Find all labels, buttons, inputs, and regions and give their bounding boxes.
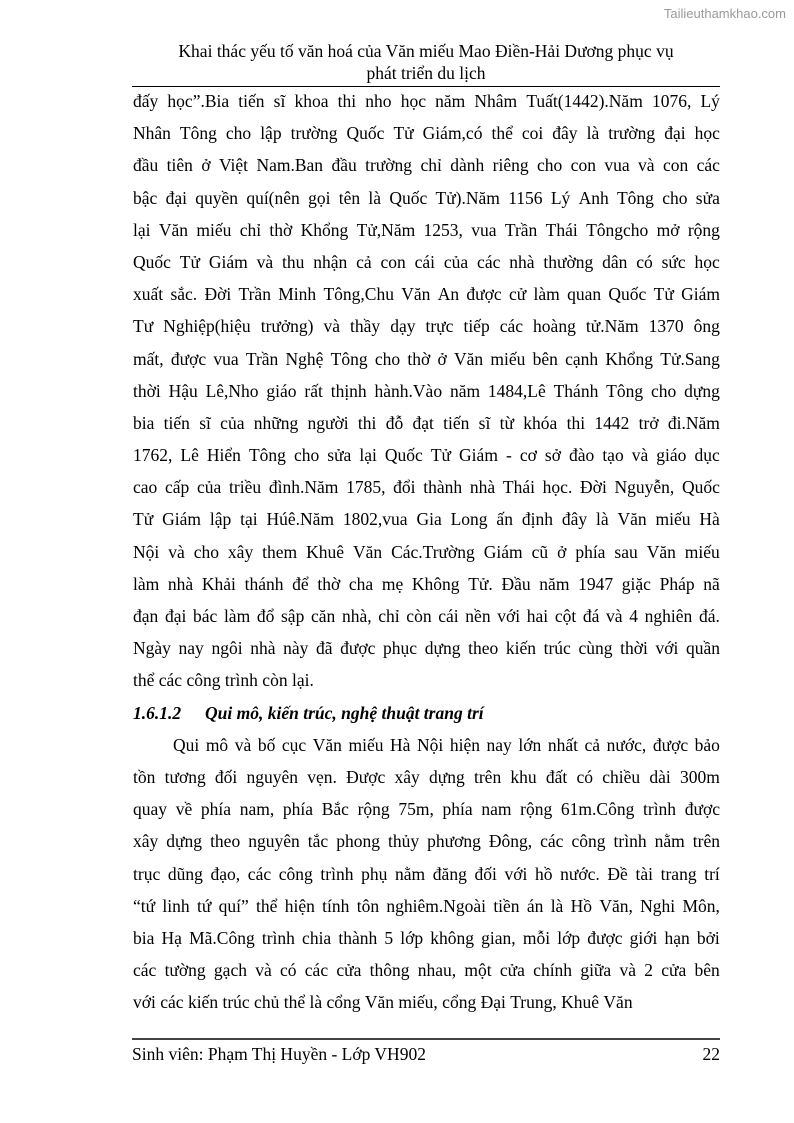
text-line: trục dũng đạo, các công trình phụ nằm đăng đối với hồ nước. Đề tài trang trí bbox=[133, 863, 720, 884]
text-line: Tử Giám lập tại Húê.Năm 1802,vua Gia Long ấn định đây là Văn miếu Hà bbox=[133, 509, 720, 530]
page-footer bbox=[132, 1044, 720, 1065]
text-line: cao cấp của triều đình.Năm 1785, đổi thành nhà Thái học. Đời Nguyễn, Quốc bbox=[133, 477, 720, 498]
header-title-line-1: Khai thác yếu tố văn hoá của Văn miếu Mao Điền-Hải Dương phục vụ bbox=[178, 41, 674, 61]
paragraph-2 bbox=[133, 729, 720, 1019]
text-line: đấy học”.Bia tiến sĩ khoa thi nho học năm Nhâm Tuất(1442).Năm 1076, Lý bbox=[133, 91, 720, 111]
text-line: với các kiến trúc chủ thể là cổng Văn miếu, cổng Đại Trung, Khuê Văn bbox=[133, 992, 633, 1013]
text-line: xuất sắc. Đời Trần Minh Tông,Chu Văn An được cử làm quan Quốc Tử Giám bbox=[133, 284, 720, 305]
text-line: đầu tiên ở Việt Nam.Ban đầu trường chỉ dành riêng cho con vua và con các bbox=[133, 155, 720, 176]
watermark: Tailieuthamkhao.com bbox=[663, 6, 786, 21]
text-line: thể các công trình còn lại. bbox=[133, 670, 314, 691]
text-line: Quốc Tử Giám và thu nhận cả con cái của các nhà thường dân có sức học bbox=[133, 251, 720, 272]
text-line: thời Hậu Lê,Nho giáo rất thịnh hành.Vào năm 1484,Lê Thánh Tông cho dựng bbox=[133, 380, 720, 401]
text-line: bia tiến sĩ của những người thi đỗ đạt tiến sĩ từ khóa thi 1442 trở đi.Năm bbox=[133, 412, 720, 433]
page-body bbox=[133, 85, 720, 1018]
text-line: Tư Nghiệp(hiệu trưởng) và thầy dạy trực tiếp các hoàng tử.Năm 1370 ông bbox=[133, 316, 720, 337]
text-line: lại Văn miếu chỉ thờ Khổng Tử,Năm 1253, vua Trần Thái Tôngcho mở rộng bbox=[133, 219, 720, 240]
text-line: “tứ linh tứ quí” thể hiện tính tôn nghiêm.Ngoài tiền án là Hồ Văn, Nghi Môn, bbox=[133, 895, 720, 916]
section-number: 1.6.1.2 bbox=[133, 702, 182, 723]
text-line: bia Hạ Mã.Công trình chia thành 5 lớp không gian, mỗi lớp được giới hạn bởi bbox=[133, 927, 720, 948]
text-line: Ngày nay ngôi nhà này đã được phục dựng theo kiến trúc cùng thời với quần bbox=[133, 638, 720, 659]
text-line: các tường gạch và có các cửa thông nhau, một cửa chính giữa và 2 cửa bên bbox=[133, 960, 720, 981]
section-heading bbox=[133, 697, 720, 729]
footer-rule bbox=[132, 1038, 720, 1040]
page-number: 22 bbox=[702, 1044, 720, 1064]
running-header bbox=[132, 40, 720, 84]
text-line: 1762, Lê Hiển Tông cho sửa lại Quốc Tử Giám - cơ sở đào tạo và giáo dục bbox=[133, 445, 720, 466]
text-line: làm nhà Khải thánh để thờ cha mẹ Không Tử. Đầu năm 1947 giặc Pháp nã bbox=[133, 573, 720, 594]
text-line: mất, được vua Trần Nghệ Tông cho thờ ở Văn miếu bên cạnh Khổng Tử.Sang bbox=[133, 348, 720, 369]
section-title: Qui mô, kiến trúc, nghệ thuật trang trí bbox=[205, 702, 484, 723]
text-line: Nhân Tông cho lập trường Quốc Tử Giám,có thể coi đây là trường đại học bbox=[133, 123, 720, 144]
text-line: bậc đại quyền quí(nên gọi tên là Quốc Tử).Năm 1156 Lý Anh Tông cho sửa bbox=[133, 187, 720, 208]
footer-author: Sinh viên: Phạm Thị Huyền - Lớp VH902 bbox=[132, 1044, 426, 1064]
text-line: Nội và cho xây them Khuê Văn Các.Trường Giám cũ ở phía sau Văn miếu bbox=[133, 541, 720, 562]
header-title-line-2: phát triển du lịch bbox=[366, 63, 486, 83]
text-line: xây dựng theo nguyên tắc phong thủy phương Đông, các công trình nằm trên bbox=[133, 831, 720, 852]
text-line: tồn tương đối nguyên vẹn. Được xây dựng trên khu đất có chiều dài 300m bbox=[133, 766, 720, 787]
text-line: Qui mô và bố cục Văn miếu Hà Nội hiện nay lớn nhất cả nước, được bảo bbox=[173, 734, 720, 755]
paragraph-1 bbox=[133, 85, 720, 697]
text-line: quay về phía nam, phía Bắc rộng 75m, phía nam rộng 61m.Công trình được bbox=[133, 799, 720, 820]
text-line: đạn đại bác làm đổ sập căn nhà, chỉ còn cái nền với hai cột đá và 4 nghiên đá. bbox=[133, 606, 720, 626]
